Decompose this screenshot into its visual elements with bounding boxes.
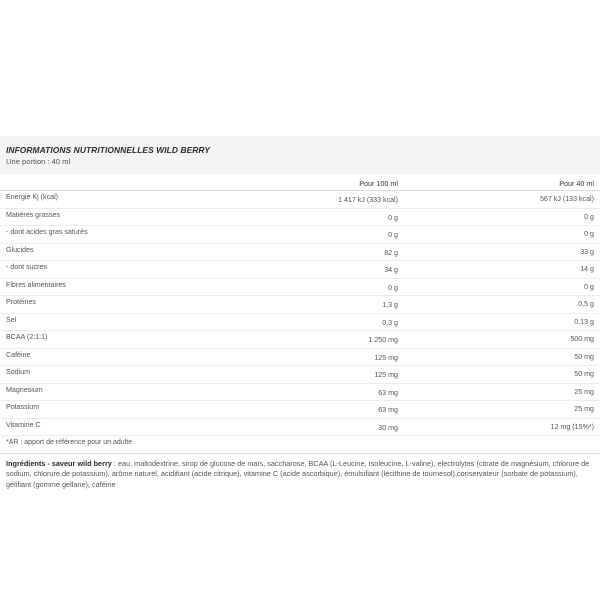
value-per-40ml: 25 mg <box>574 405 594 413</box>
column-headers <box>0 174 600 191</box>
table-row <box>0 296 600 314</box>
row-label: Fibres alimentaires <box>6 280 66 289</box>
row-label: Sel <box>6 315 17 324</box>
value-per-40ml: 0,5 g <box>578 300 594 308</box>
row-label: - dont sucres <box>6 263 48 271</box>
table-row <box>0 261 600 279</box>
value-per-100ml: 125 mg <box>374 353 398 362</box>
value-per-40ml: 14 g <box>580 265 594 273</box>
serving-size: Une portion : 40 ml <box>6 157 71 166</box>
row-label: Sodium <box>6 368 31 376</box>
ingredients-heading: Ingrédients - saveur wild berry <box>6 459 112 468</box>
column-header-40ml: Pour 40 ml <box>559 179 594 188</box>
table-row <box>0 366 600 384</box>
row-label: Vitamine C <box>6 420 41 429</box>
value-per-100ml: 63 mg <box>378 388 398 397</box>
value-per-100ml: 125 mg <box>374 371 398 379</box>
value-per-100ml: 0,3 g <box>382 318 398 327</box>
nutrition-header <box>0 136 600 174</box>
table-row <box>0 349 600 367</box>
value-per-40ml: 0 g <box>584 230 594 238</box>
table-row <box>0 401 600 419</box>
value-per-100ml: 34 g <box>384 266 398 274</box>
value-per-100ml: 0 g <box>388 213 398 222</box>
value-per-40ml: 12 mg (15%*) <box>550 422 594 431</box>
value-per-40ml: 0 g <box>584 212 594 221</box>
table-row <box>0 244 600 262</box>
table-row <box>0 331 600 349</box>
value-per-40ml: 33 g <box>580 247 594 256</box>
value-per-100ml: 1,3 g <box>382 301 398 309</box>
row-label: - dont acides gras saturés <box>6 228 88 236</box>
nutrition-title: INFORMATIONS NUTRITIONNELLES WILD BERRY <box>6 145 211 155</box>
value-per-40ml: 567 kJ (133 kcal) <box>539 195 594 203</box>
value-per-100ml: 0 g <box>388 283 398 292</box>
column-header-100ml: Pour 100 ml <box>359 179 398 188</box>
footnote: *AR : apport de référence pour un adulte <box>0 436 600 454</box>
value-per-40ml: 25 mg <box>574 387 594 396</box>
table-row <box>0 279 600 297</box>
value-per-100ml: 0 g <box>388 231 398 239</box>
nutrition-rows <box>0 191 600 436</box>
row-label: Magnesium <box>6 385 43 394</box>
value-per-100ml: 63 mg <box>378 406 398 414</box>
value-per-40ml: 0,13 g <box>574 317 594 326</box>
row-label: Potassium <box>6 403 40 411</box>
value-per-40ml: 50 mg <box>574 352 594 361</box>
row-label: Energie Kj (kcal) <box>6 193 59 201</box>
row-label: Matières grasses <box>6 210 61 219</box>
table-row <box>0 419 600 437</box>
value-per-40ml: 500 mg <box>570 335 594 343</box>
ingredients <box>0 454 597 490</box>
value-per-40ml: 0 g <box>584 282 594 291</box>
value-per-100ml: 30 mg <box>378 423 398 432</box>
table-row <box>0 209 600 227</box>
row-label: Caféine <box>6 350 31 359</box>
table-row <box>0 191 600 209</box>
value-per-100ml: 82 g <box>384 248 398 257</box>
value-per-40ml: 50 mg <box>574 370 594 378</box>
value-per-100ml: 1 250 mg <box>368 336 398 344</box>
table-row <box>0 314 600 332</box>
row-label: Glucides <box>6 245 34 254</box>
table-row <box>0 384 600 402</box>
nutrition-panel <box>0 136 600 490</box>
table-row <box>0 226 600 244</box>
ingredients-text: : eau, maltodextrine, sirop de glucose de maïs, saccharose, BCAA (L-Leucine, Isoleucine, L-valine), electrolytes (citrate de magnésium, chlorure de sodium, chlorure de potassium), arôme naturel, acidifiant (acide citrique), vitamine C (acide ascorbique), émulsifiant (lécithine de tournesol),conservateur (sorbate de potassium), gélifiant (gomme gellane), caféine <box>6 459 590 489</box>
row-label: BCAA (2:1:1) <box>6 333 48 341</box>
row-label: Protéines <box>6 298 36 306</box>
value-per-100ml: 1 417 kJ (333 kcal) <box>338 196 398 204</box>
